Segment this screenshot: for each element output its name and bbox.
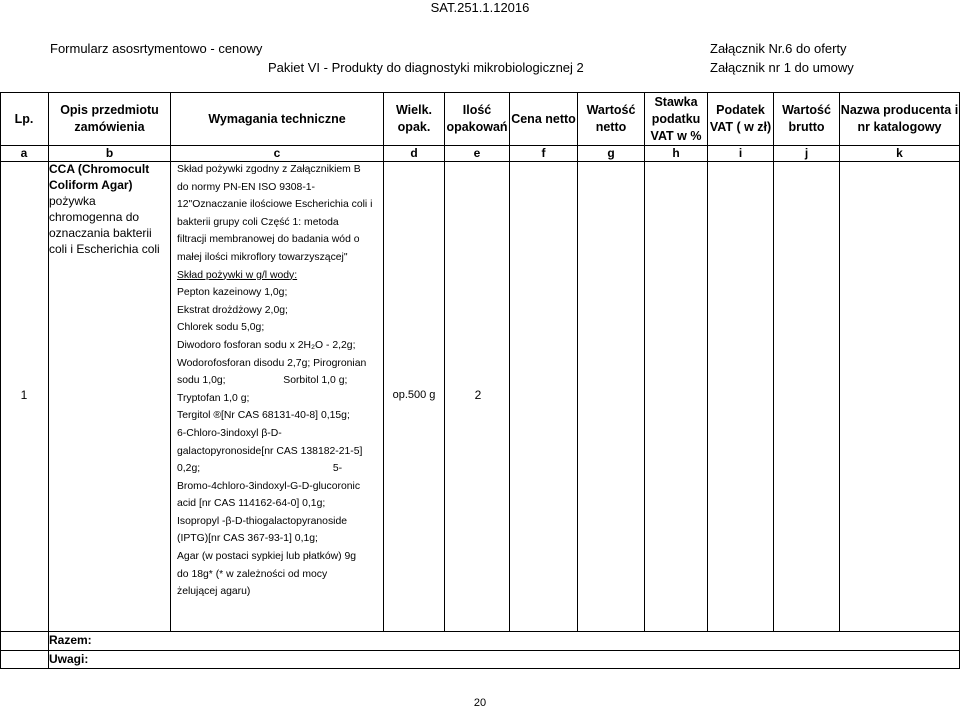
item-name-rest: pożywka chromogenna do oznaczania bakterii coli i Escherichia coli xyxy=(49,194,160,256)
remarks-label: Uwagi: xyxy=(49,652,89,666)
column-letter-e: e xyxy=(473,146,481,160)
spec-line: sodu 1,0g; Sorbitol 1,0 g; xyxy=(177,375,348,387)
form-title: Formularz asosrtymentowo - cenowy xyxy=(50,41,263,56)
unit-size-value: op.500 g xyxy=(392,389,436,401)
spec-line: do normy PN-EN ISO 9308-1- xyxy=(177,181,316,193)
spec-line: Ekstrat drożdżowy 2,0g; xyxy=(177,304,288,316)
annex-contract: Załącznik nr 1 do umowy xyxy=(710,60,854,75)
spec-line: galactopyronoside[nr CAS 138182-21-5] xyxy=(177,445,363,457)
spec-line: żelującej agaru) xyxy=(177,586,251,598)
spec-line: Isopropyl -β-D-thiogalactopyranoside xyxy=(177,515,347,527)
spec-line: małej ilości mikroflory towarzyszącej" xyxy=(177,251,348,263)
item-name-bold: CCA (Chromocult Coliform Agar) xyxy=(49,162,150,192)
spec-line: Agar (w postaci sypkiej lub płatków) 9g xyxy=(177,551,357,563)
spec-line: Bromo-4chloro-3indoxyl-G-D-glucoronic xyxy=(177,480,361,492)
column-letter-a: a xyxy=(20,146,28,160)
item-description xyxy=(49,161,169,257)
spec-line: 12"Oznaczanie ilościowe Escherichia coli i xyxy=(177,199,373,211)
header-net-price: Cena netto xyxy=(511,111,576,126)
header-unit-size: Wielk. opak. xyxy=(395,103,432,134)
spec-line: Pepton kazeinowy 1,0g; xyxy=(177,287,288,299)
spec-line: acid [nr CAS 114162-64-0] 0,1g; xyxy=(177,498,326,510)
column-letter-g: g xyxy=(607,146,615,160)
spec-line: filtracji membranowej do badania wód o xyxy=(177,234,360,246)
row-lp: 1 xyxy=(20,388,28,402)
spec-line: Wodorofosforan disodu 2,7g; Pirogronian xyxy=(177,357,367,369)
technical-requirements-text xyxy=(177,161,376,601)
spec-line: Skład pożywki zgodny z Załącznikiem B xyxy=(177,164,361,175)
header-net-value: Wartość netto xyxy=(586,103,636,134)
header-lp: Lp. xyxy=(14,111,34,126)
header-gross-value: Wartość brutto xyxy=(782,103,831,134)
column-letter-b: b xyxy=(105,146,114,160)
spec-line: do 18g* (* w zależności od mocy xyxy=(177,568,328,580)
spec-line: 0,2g; 5- xyxy=(177,463,343,475)
spec-line: Skład pożywki w g/l wody: xyxy=(177,269,298,281)
spec-line: Tryptofan 1,0 g; xyxy=(177,392,250,404)
spec-line: Chlorek sodu 5,0g; xyxy=(177,322,265,334)
package-title: Pakiet VI - Produkty do diagnostyki mikrobiologicznej 2 xyxy=(268,60,584,75)
total-label: Razem: xyxy=(49,633,92,647)
column-letter-c: c xyxy=(273,146,281,160)
header-item-description: Opis przedmiotu zamówienia xyxy=(60,103,159,134)
page-number: 20 xyxy=(473,697,487,709)
header-vat-amount: Podatek VAT ( w zł) xyxy=(709,103,772,134)
column-letter-f: f xyxy=(541,146,546,160)
annex-offer: Załącznik Nr.6 do oferty xyxy=(710,41,847,56)
column-letter-i: i xyxy=(738,146,743,160)
spec-line: Diwodoro fosforan sodu x 2H₂O - 2,2g; xyxy=(177,339,356,351)
header-technical-requirements: Wymagania techniczne xyxy=(208,111,346,126)
column-letter-h: h xyxy=(672,146,680,160)
header-producer-catalog: Nazwa producenta i nr katalogowy xyxy=(840,103,959,134)
header-quantity: Ilość opakowań xyxy=(446,103,508,134)
column-letter-d: d xyxy=(410,146,418,160)
spec-line: Tergitol ®[Nr CAS 68131-40-8] 0,15g; xyxy=(177,410,350,422)
document-id: SAT.251.1.12016 xyxy=(430,0,530,15)
spec-line: (IPTG)[nr CAS 367-93-1] 0,1g; xyxy=(177,533,318,545)
column-letter-j: j xyxy=(804,146,809,160)
spec-line: 6-Chloro-3indoxyl β-D- xyxy=(177,427,282,439)
quantity-value: 2 xyxy=(474,388,482,402)
spec-line: bakterii grupy coli Część 1: metoda xyxy=(177,216,339,228)
column-letter-k: k xyxy=(896,146,903,160)
header-vat-rate: Stawka podatku VAT w % xyxy=(650,94,702,143)
